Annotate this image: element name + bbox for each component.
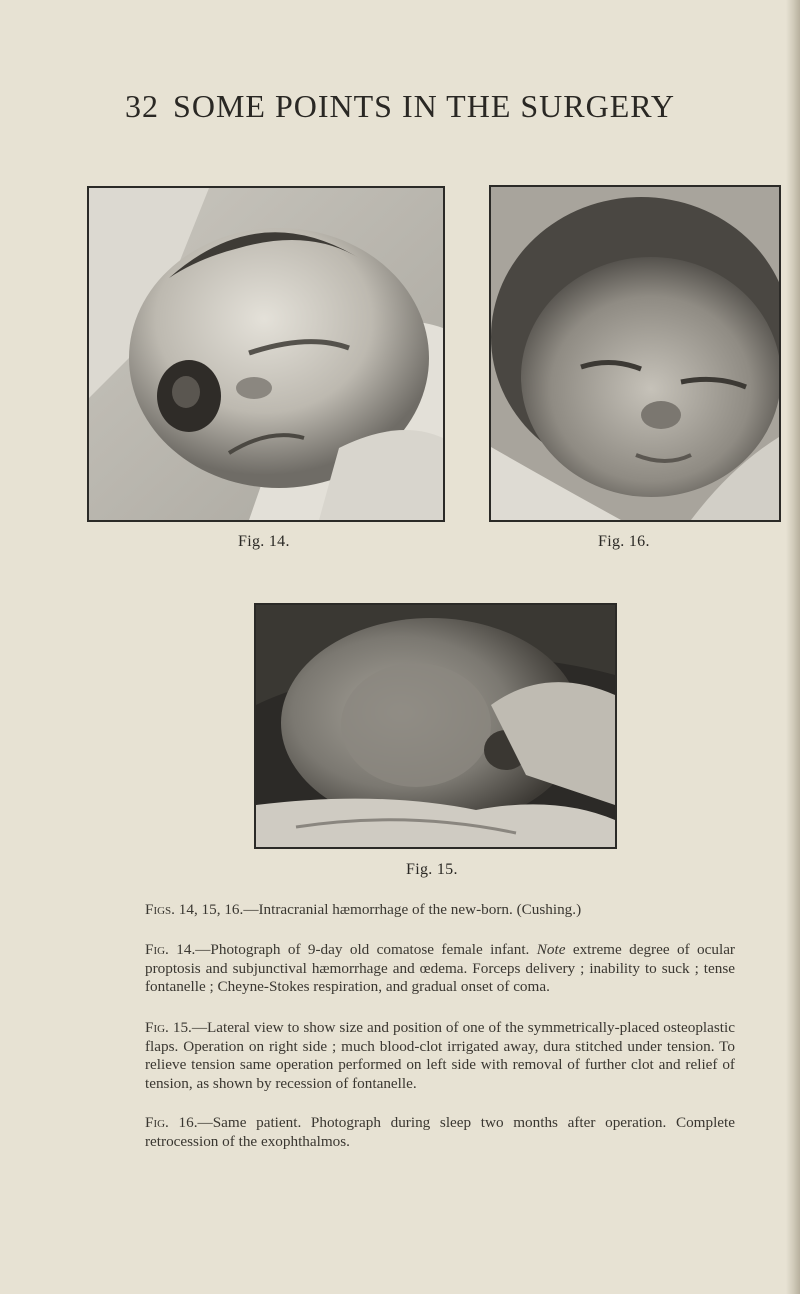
figure-15-label: Fig. 15. [406, 861, 458, 878]
captions-heading [145, 901, 735, 920]
page-number: 32 [125, 88, 160, 124]
figure-15-photograph [254, 603, 617, 849]
caption-15-text: 15.—Lateral view to show size and position of one of the symmetrically-placed osteoplastic flaps. Operation on right side ; much blood-clot irrigated away, dura stitched under tension. To relieve tension same operation performed on left side with removal of further clot and relief of tension, as shown by recession of fontanelle. [145, 1019, 735, 1092]
figure-14-photograph [87, 186, 445, 522]
running-header [0, 88, 800, 125]
infant-head-lateral-photo [256, 605, 615, 847]
infant-face-sleeping-photo [491, 187, 779, 520]
caption-figure-16 [145, 1114, 735, 1151]
caption-14-text-continued: extreme degree of ocular proptosis and subjunctival hæmorrhage and œdema. Forceps delivery ; inability to suck ; tense fontanelle ; Cheyne-Stokes respiration, and gradual onset of coma. [145, 941, 735, 995]
caption-16-lead: Fig. [145, 1114, 169, 1131]
caption-title-text: 14, 15, 16.—Intracranial hæmorrhage of the new-born. (Cushing.) [174, 901, 582, 918]
caption-14-note: Note [536, 941, 566, 958]
caption-16-text: 16.—Same patient. Photograph during sleep two months after operation. Complete retrocession of the exophthalmos. [145, 1114, 735, 1150]
caption-14-text: 14.—Photograph of 9-day old comatose female infant. [168, 941, 537, 958]
caption-14-lead: Fig. [145, 941, 169, 958]
figure-14-label: Fig. 14. [238, 533, 290, 550]
caption-figs-lead: Figs. [145, 901, 175, 918]
caption-figure-15 [145, 1019, 735, 1093]
infant-face-proptosis-photo [89, 188, 443, 520]
figure-16-label: Fig. 16. [598, 533, 650, 550]
figure-16-photograph [489, 185, 781, 522]
caption-15-lead: Fig. [145, 1019, 169, 1036]
caption-figure-14 [145, 941, 735, 997]
page-edge-shadow [786, 0, 800, 1294]
running-title: SOME POINTS IN THE SURGERY [173, 88, 675, 124]
